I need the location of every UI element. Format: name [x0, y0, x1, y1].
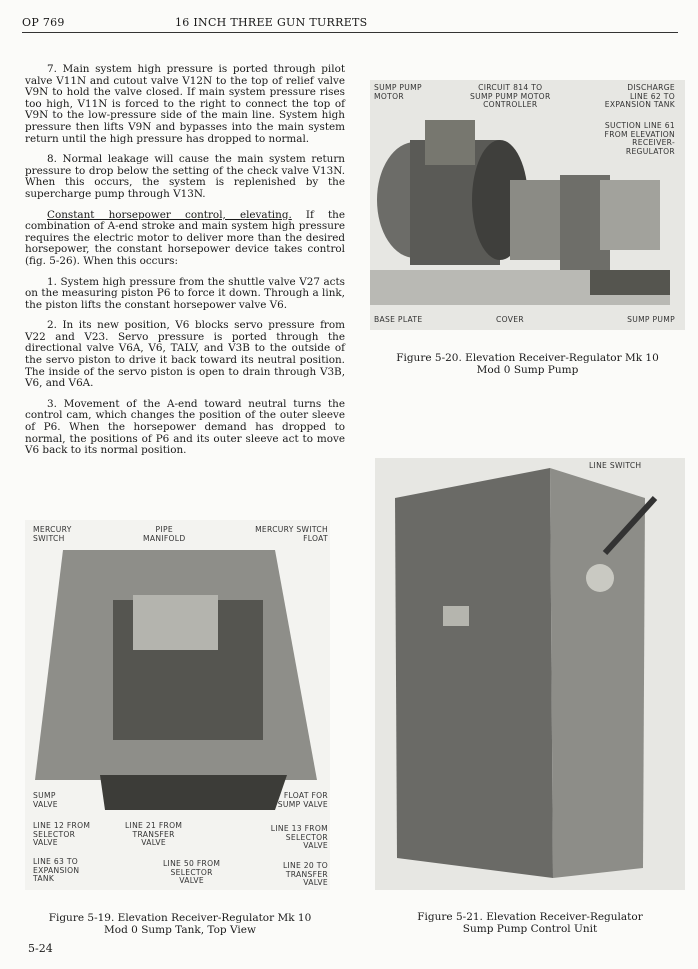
label-line-20: LINE 20 TO TRANSFER VALVE — [282, 861, 328, 888]
paragraph-8: 8. Normal leakage will cause the main system return pressure to drop below the setting of the check valve V13N. When this occurs, the system is replenished by the supercharge pump through V13N. — [25, 153, 345, 200]
label-line-13: LINE 13 FROM SELECTOR VALVE — [270, 824, 328, 851]
figure-5-21-caption: Figure 5-21. Elevation Receiver-Regulator Sump Pump Control Unit — [417, 911, 643, 935]
label-sump-pump-motor: SUMP PUMP MOTOR — [374, 83, 422, 101]
step-2: 2. In its new position, V6 blocks servo pressure from V22 and V23. Servo pressure is ported through the directional valve V6A, V6, TALV, and V3B to the outside of the servo piston to drive it back toward its neutral position. The inside of the servo piston is open to drain through V3B, V6, and V6A. — [25, 319, 345, 390]
label-suction-line: SUCTION LINE 61 FROM ELEVATION RECEIVER- REGULATOR — [604, 121, 675, 156]
body-text — [25, 64, 345, 466]
label-sump-pump: SUMP PUMP — [627, 315, 675, 324]
header-rule — [22, 32, 678, 33]
label-line-50: LINE 50 FROM SELECTOR VALVE — [163, 859, 221, 886]
label-line-21: LINE 21 FROM TRANSFER VALVE — [125, 821, 183, 848]
label-mercury-switch-float: MERCURY SWITCH FLOAT — [255, 525, 328, 543]
figure-5-21-photo — [375, 458, 685, 890]
label-mercury-switch: MERCURY SWITCH — [33, 525, 72, 543]
document-id: OP 769 — [22, 16, 65, 29]
step-3: 3. Movement of the A-end toward neutral turns the control cam, which changes the position of the outer sleeve of P6. When the horsepower demand has dropped to normal, the positions of P6 and its outer sleeve act to move V6 back to its normal position. — [25, 397, 345, 457]
figure-5-19-caption: Figure 5-19. Elevation Receiver-Regulator Mk 10 Mod 0 Sump Tank, Top View — [48, 912, 312, 936]
paragraph-constant-hp: Constant horsepower control, elevating. If the combination of A-end stroke and main system high pressure requires the electric motor to deliver more than the desired horsepower, the constant horsepower device takes control (fig. 5-26). When this occurs: — [25, 208, 345, 267]
label-pipe-manifold: PIPE MANIFOLD — [143, 525, 186, 543]
label-cover: COVER — [496, 315, 524, 324]
figure-5-19-photo — [25, 520, 330, 890]
running-title: 16 INCH THREE GUN TURRETS — [175, 16, 368, 29]
page-number: 5-24 — [28, 942, 53, 955]
label-line-12: LINE 12 FROM SELECTOR VALVE — [33, 821, 91, 848]
label-base-plate: BASE PLATE — [374, 315, 423, 324]
sump-pump-illustration — [370, 80, 685, 330]
label-discharge-line: DISCHARGE LINE 62 TO EXPANSION TANK — [604, 83, 675, 110]
label-float-sump-valve: FLOAT FOR SUMP VALVE — [277, 791, 328, 809]
step-1: 1. System high pressure from the shuttle valve V27 acts on the measuring piston P6 to force it down. Through a link, the piston lifts the constant horsepower valve V6. — [25, 275, 345, 311]
control-unit-illustration — [375, 458, 685, 890]
section-heading: Constant horsepower control, elevating. — [47, 208, 292, 221]
label-line-63: LINE 63 TO EXPANSION TANK — [33, 857, 80, 884]
figure-5-20-caption: Figure 5-20. Elevation Receiver-Regulator Mk 10 Mod 0 Sump Pump — [396, 352, 659, 376]
label-line-switch: LINE SWITCH — [589, 461, 642, 470]
paragraph-7: 7. Main system high pressure is ported through pilot valve V11N and cutout valve V12N to the top of relief valve V9N to hold the valve closed. If main system pressure rises too high, V11N is forced to the right to connect the top of V9N to the low-pressure side of the main line. System high pressure then lifts V9N and bypasses into the main system return until the high pressure has dropped to normal. — [25, 63, 345, 145]
label-sump-valve: SUMP VALVE — [33, 791, 58, 809]
figure-5-20-photo — [370, 80, 685, 330]
label-circuit-814: CIRCUIT 814 TO SUMP PUMP MOTOR CONTROLLER — [470, 83, 551, 110]
